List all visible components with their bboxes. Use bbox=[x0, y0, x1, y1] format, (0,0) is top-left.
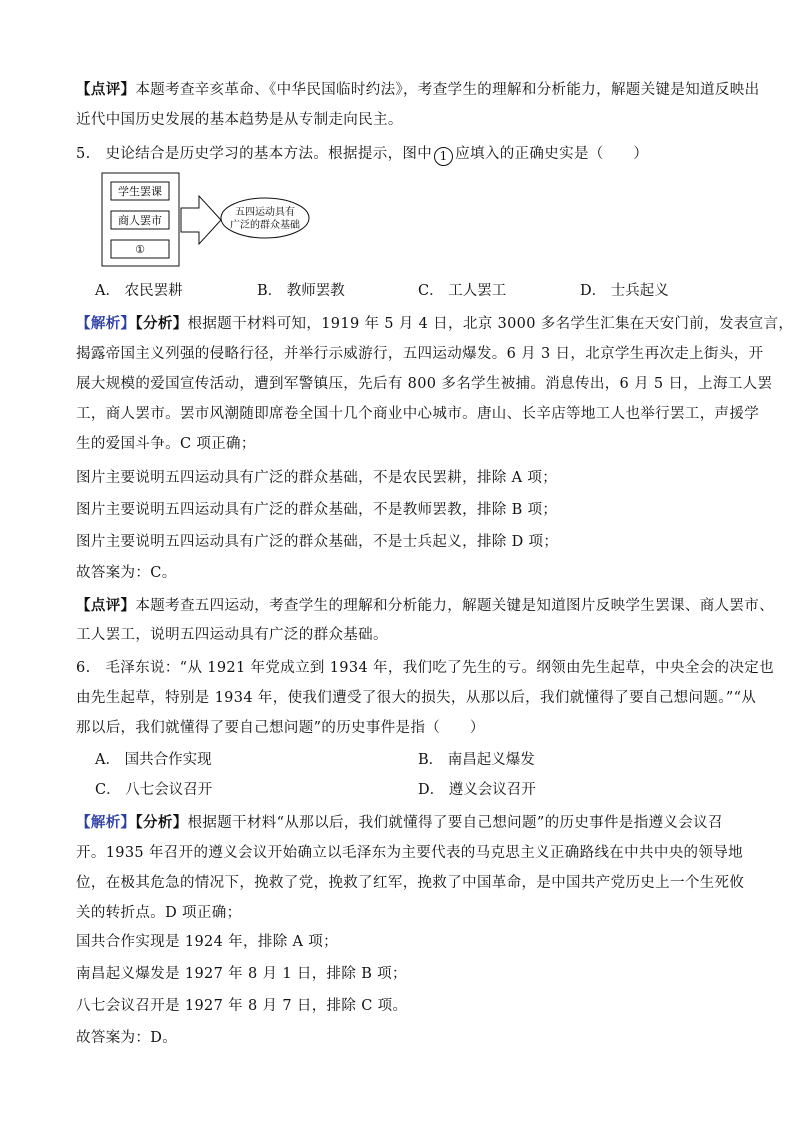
answer-line: 故答案为：D。 bbox=[76, 1030, 178, 1046]
analysis-text: 根据题干材料可知，1919 年 5 月 4 日，北京 3000 多名学生汇集在天安门前，发表宣言， bbox=[187, 316, 794, 332]
ellipse-text-1: 五四运动具有 bbox=[235, 207, 295, 218]
question-5-diagram bbox=[101, 172, 321, 268]
option-b[interactable]: B． 教师罢教 bbox=[257, 283, 345, 299]
option-b[interactable]: B． 南昌起义爆发 bbox=[418, 752, 535, 768]
arrow-icon bbox=[181, 196, 221, 244]
exclusion-line: 国共合作实现是 1924 年，排除 A 项； bbox=[76, 934, 339, 950]
exclusion-line: 八七会议召开是 1927 年 8 月 7 日，排除 C 项。 bbox=[76, 998, 408, 1014]
question-number: 5. bbox=[76, 146, 91, 162]
box2-text: 商人罢市 bbox=[118, 214, 162, 227]
box1-text: 学生罢课 bbox=[118, 185, 162, 198]
exclusion-line: 图片主要说明五四运动具有广泛的群众基础，不是士兵起义，排除 D 项； bbox=[76, 534, 559, 550]
box3-text: ① bbox=[135, 243, 145, 256]
question-6-stem bbox=[76, 658, 774, 678]
comment-text: 本题考查五四运动，考查学生的理解和分析能力，解题关键是知道图片反映学生罢课、商人罢市、 bbox=[135, 598, 774, 614]
comment-line: 近代中国历史发展的基本趋势是从专制走向民主。 bbox=[76, 112, 403, 128]
question-5-stem bbox=[76, 144, 752, 166]
analysis-line: 展大规模的爱国宣传活动，遭到军警镇压，先后有 800 多名学生被捕。消息传出，6 月 5 日，上海工人罢 bbox=[76, 376, 773, 392]
stem-text: 应填入的正确史实是（ ） bbox=[455, 146, 649, 162]
question-6-stem: 由先生起草，特别是 1934 年，使我们遭受了很大的损失，从那以后，我们就懂得了要自己想问题。”“从 bbox=[76, 690, 757, 706]
question-number: 6. bbox=[76, 660, 91, 676]
option-c[interactable]: C． 工人罢工 bbox=[418, 283, 507, 299]
diagram-svg bbox=[101, 172, 321, 268]
result-ellipse bbox=[221, 198, 309, 238]
question-6-stem: 那以后，我们就懂得了要自己想问题”的历史事件是指（ ） bbox=[76, 720, 485, 736]
analysis-line: 生的爱国斗争。C 项正确； bbox=[76, 436, 256, 452]
exclusion-line: 图片主要说明五四运动具有广泛的群众基础，不是农民罢耕，排除 A 项； bbox=[76, 470, 558, 486]
comment-tag: 【点评】 bbox=[76, 81, 136, 98]
analysis-line: 工，商人罢市。罢市风潮随即席卷全国十几个商业中心城市。唐山、长辛店等地工人也举行罢工，声援学 bbox=[76, 406, 760, 422]
option-a[interactable]: A． 国共合作实现 bbox=[95, 752, 212, 768]
comment-text: 本题考查辛亥革命、《中华民国临时约法》，考查学生的理解和分析能力，解题关键是知道反映出 bbox=[135, 82, 760, 98]
exclusion-line: 图片主要说明五四运动具有广泛的群众基础，不是教师罢教，排除 B 项； bbox=[76, 502, 558, 518]
answer-line: 故答案为：C。 bbox=[76, 565, 177, 581]
stem-text: 史论结合是历史学习的基本方法。根据提示，图中 bbox=[105, 146, 433, 162]
option-d[interactable]: D． 遵义会议召开 bbox=[418, 782, 536, 798]
comment-line bbox=[76, 80, 760, 100]
analysis-tag: 【解析】 bbox=[76, 315, 136, 332]
stem-text: 毛泽东说：“从 1921 年党成立到 1934 年，我们吃了先生的亏。纲领由先生起草，中央全会的决定也 bbox=[105, 660, 774, 676]
ellipse-text-2: 广泛的群众基础 bbox=[230, 220, 300, 231]
analysis-sub-tag: 【分析】 bbox=[135, 814, 188, 831]
comment-line: 工人罢工，说明五四运动具有广泛的群众基础。 bbox=[76, 627, 388, 643]
circled-number-1: 1 bbox=[434, 147, 453, 166]
option-c[interactable]: C． 八七会议召开 bbox=[95, 782, 213, 798]
analysis-tag: 【解析】 bbox=[76, 814, 136, 831]
option-a[interactable]: A． 农民罢耕 bbox=[95, 283, 183, 299]
analysis-line: 揭露帝国主义列强的侵略行径，并举行示威游行，五四运动爆发。6 月 3 日，北京学生再次走上街头，开 bbox=[76, 346, 764, 362]
exclusion-line: 南昌起义爆发是 1927 年 8 月 1 日，排除 B 项； bbox=[76, 966, 407, 982]
analysis-sub-tag: 【分析】 bbox=[135, 315, 188, 332]
comment-line bbox=[76, 596, 774, 616]
option-d[interactable]: D． 士兵起义 bbox=[580, 283, 669, 299]
analysis-line bbox=[76, 314, 794, 334]
comment-tag: 【点评】 bbox=[76, 597, 136, 614]
analysis-paragraph bbox=[76, 808, 752, 928]
analysis-text: 根据题干材料“从那以后，我们就懂得了要自己想问题”的历史事件是指遵义会议召开。1935 年召开的遵义会议开始确立以毛泽东为主要代表的马克思主义正确路线在中共中央的领导地位，在极其危急的情况下，挽救了党，挽救了红军，挽救了中国革命，是中国共产党历史上一个生死攸关的转折点。D 项正确； bbox=[76, 815, 745, 921]
